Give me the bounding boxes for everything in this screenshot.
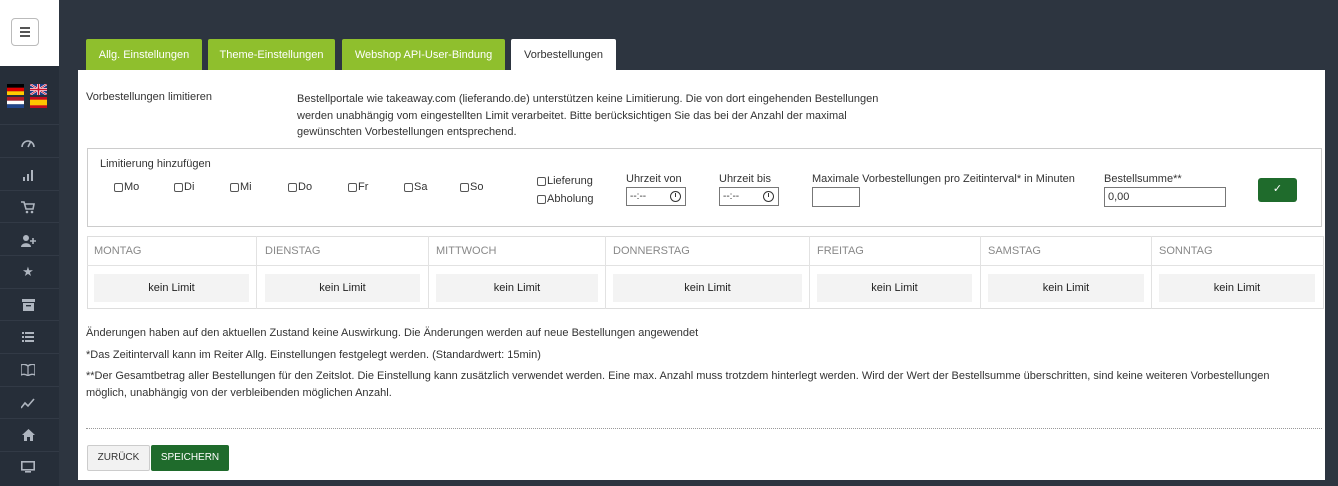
limits-divider [87, 265, 1324, 266]
home-icon[interactable] [19, 426, 37, 444]
limit-sunday[interactable]: kein Limit [1159, 274, 1315, 302]
sidebar [0, 0, 59, 486]
checkbox-box[interactable] [230, 183, 239, 192]
divider [86, 428, 1322, 429]
archive-icon[interactable] [19, 296, 37, 314]
tab-theme-settings[interactable]: Theme-Einstellungen [208, 39, 335, 71]
time-to-label: Uhrzeit bis [719, 173, 771, 185]
time-to-input[interactable]: --:-- [719, 187, 779, 206]
bar-chart-icon[interactable] [19, 166, 37, 184]
speedometer-icon[interactable] [19, 133, 37, 151]
header-friday: FREITAG [817, 245, 864, 257]
checkbox-box[interactable] [174, 183, 183, 192]
user-plus-icon[interactable] [19, 231, 37, 249]
checkbox-sunday[interactable]: So [460, 181, 483, 193]
checkbox-thursday[interactable]: Do [288, 181, 312, 193]
save-button[interactable]: SPEICHERN [151, 445, 229, 471]
clock-icon [670, 191, 681, 202]
limit-thursday[interactable]: kein Limit [613, 274, 802, 302]
back-button[interactable]: ZURÜCK [87, 445, 150, 471]
german-flag-icon[interactable] [7, 84, 24, 95]
spain-flag-icon[interactable] [30, 97, 47, 108]
checkbox-saturday[interactable]: Sa [404, 181, 427, 193]
list-icon[interactable] [19, 328, 37, 346]
sidebar-header [0, 0, 59, 66]
limit-saturday[interactable]: kein Limit [988, 274, 1144, 302]
add-limit-title: Limitierung hinzufügen [100, 158, 211, 170]
checkbox-pickup[interactable]: Abholung [537, 193, 594, 205]
tab-webshop-api[interactable]: Webshop API-User-Bindung [342, 39, 505, 71]
header-saturday: SAMSTAG [988, 245, 1041, 257]
order-sum-label: Bestellsumme** [1104, 173, 1182, 185]
clock-icon [763, 191, 774, 202]
header-wednesday: MITTWOCH [436, 245, 497, 257]
info-changes: Änderungen haben auf den aktuellen Zustand keine Auswirkung. Die Änderungen werden auf neue Bestellungen angewendet [86, 327, 699, 339]
book-icon[interactable] [19, 361, 37, 379]
time-from-input[interactable]: --:-- [626, 187, 686, 206]
checkbox-box[interactable] [404, 183, 413, 192]
max-preorders-label: Maximale Vorbestellungen pro Zeitinterval* in Minuten [812, 173, 1075, 185]
header-thursday: DONNERSTAG [613, 245, 690, 257]
checkbox-box[interactable] [537, 177, 546, 186]
max-preorders-input[interactable] [812, 187, 860, 207]
order-sum-input[interactable]: 0,00 [1104, 187, 1226, 207]
tab-preorders[interactable]: Vorbestellungen [511, 39, 616, 72]
limit-monday[interactable]: kein Limit [94, 274, 249, 302]
checkbox-monday[interactable]: Mo [114, 181, 139, 193]
portal-note: Bestellportale wie takeaway.com (lieferando.de) unterstützen keine Limitierung. Die von dort eingehenden Bestellungen werden unabhängig vom eingestellten Limit verarbeitet. Bitte berücksichtigen Sie das bei der Anzahl der maximal gewünschten Vorbestellungen entsprechend. [297, 93, 879, 138]
limit-friday[interactable]: kein Limit [817, 274, 972, 302]
uk-flag-icon[interactable] [30, 84, 47, 95]
checkbox-wednesday[interactable]: Mi [230, 181, 252, 193]
checkbox-box[interactable] [288, 183, 297, 192]
header-monday: MONTAG [94, 245, 142, 257]
checkbox-box[interactable] [537, 195, 546, 204]
checkbox-box[interactable] [348, 183, 357, 192]
tab-general-settings[interactable]: Allg. Einstellungen [86, 39, 202, 71]
limit-wednesday[interactable]: kein Limit [436, 274, 598, 302]
trend-icon[interactable] [19, 394, 37, 412]
info-interval: *Das Zeitintervall kann im Reiter Allg. Einstellungen festgelegt werden. (Standardwert: 15min) [86, 349, 541, 361]
header-tuesday: DIENSTAG [265, 245, 321, 257]
cart-icon[interactable] [19, 198, 37, 216]
checkbox-tuesday[interactable]: Di [174, 181, 194, 193]
checkbox-box[interactable] [114, 183, 123, 192]
time-from-label: Uhrzeit von [626, 173, 682, 185]
checkbox-friday[interactable]: Fr [348, 181, 368, 193]
checkbox-box[interactable] [460, 183, 469, 192]
confirm-add-button[interactable]: ✓ [1258, 178, 1297, 202]
info-order-sum: **Der Gesamtbetrag aller Bestellungen für den Zeitslot. Die Einstellung kann zusätzlich verwendet werden. Eine max. Anzahl muss trotzdem hinterlegt werden. Wird der Wert der Bestellsumme überschritten, sind keine weiteren Vorbestellungen möglich, unabhängig von der verbleibenden möglichen Anzahl. [86, 370, 1270, 399]
limit-tuesday[interactable]: kein Limit [265, 274, 420, 302]
menu-toggle-button[interactable] [11, 18, 39, 46]
star-icon[interactable]: ★ [22, 264, 34, 279]
header-sunday: SONNTAG [1159, 245, 1213, 257]
limit-preorders-label: Vorbestellungen limitieren [86, 91, 212, 103]
checkbox-delivery[interactable]: Lieferung [537, 175, 593, 187]
netherlands-flag-icon[interactable] [7, 97, 24, 108]
monitor-icon[interactable] [19, 458, 37, 476]
